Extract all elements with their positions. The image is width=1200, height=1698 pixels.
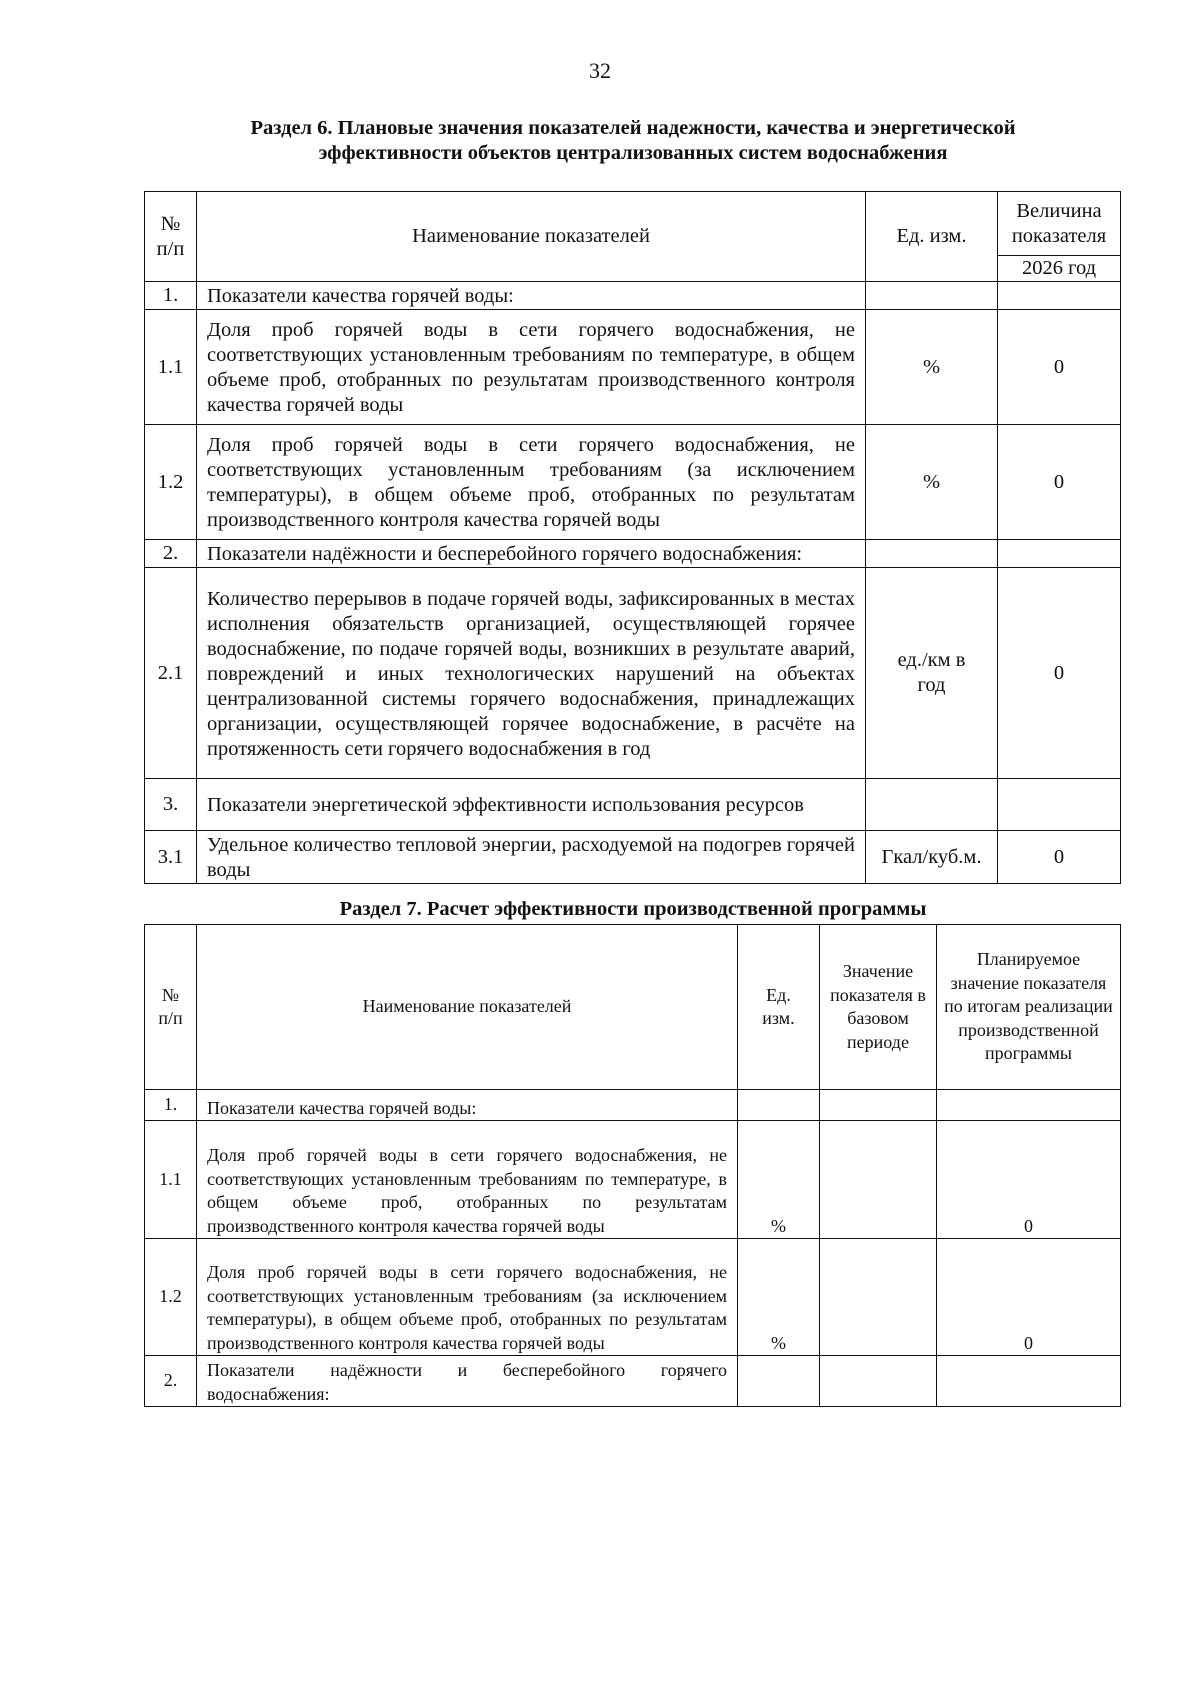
row-unit <box>866 779 998 831</box>
row-unit: ед./км в год <box>866 568 998 779</box>
row-base <box>820 1121 937 1239</box>
header-num: № п/п <box>145 925 197 1090</box>
row-value: 0 <box>998 425 1121 540</box>
header-unit: Ед. изм. <box>738 925 820 1090</box>
table-row <box>145 282 1121 310</box>
table-row <box>145 1239 1121 1356</box>
section6-title-line2: эффективности объектов централизованных систем водоснабжения <box>318 142 948 164</box>
header-unit: Ед. изм. <box>866 192 998 282</box>
row-unit: Гкал/куб.м. <box>866 831 998 884</box>
header-value: Величина показателя <box>998 192 1121 256</box>
row-planned: 0 <box>937 1239 1121 1356</box>
row-value: 0 <box>998 831 1121 884</box>
table-row <box>145 1121 1121 1239</box>
table-row <box>145 310 1121 425</box>
row-unit <box>738 1356 820 1407</box>
row-name: Доля проб горячей воды в сети горячего водоснабжения, не соответствующих установленным требованиям (за исключением температуры), в общем объеме проб, отобранных по результатам производственного контроля качества горячей воды <box>197 425 866 540</box>
section7-header-row <box>145 925 1121 1090</box>
row-name: Доля проб горячей воды в сети горячего водоснабжения, не соответствующих установленным требованиям (за исключением температуры), в общем объеме проб, отобранных по результатам производственного контроля качества горячей воды <box>197 1239 738 1356</box>
row-name: Количество перерывов в подаче горячей воды, зафиксированных в местах исполнения обязательств организацией, осуществляющей горячее водоснабжение, по подаче горячей воды, возникших в результате аварий, повреждений и иных технологических нарушений на объектах централизованной системы горячего водоснабжения, принадлежащих организации, осуществляющей горячее водоснабжение, в расчёте на протяженность сети горячего водоснабжения в год <box>197 568 866 779</box>
row-value <box>998 282 1121 310</box>
table-row <box>145 831 1121 884</box>
row-value: 0 <box>998 310 1121 425</box>
row-unit <box>866 540 998 568</box>
table-row <box>145 1090 1121 1121</box>
row-num: 3. <box>145 779 197 831</box>
row-base <box>820 1090 937 1121</box>
header-base: Значение показателя в базовом периоде <box>820 925 937 1090</box>
row-unit <box>738 1090 820 1121</box>
row-unit: % <box>738 1239 820 1356</box>
row-name: Доля проб горячей воды в сети горячего водоснабжения, не соответствующих установленным требованиям по температуре, в общем объеме проб, отобранных по результатам производственного контроля качества горячей воды <box>197 1121 738 1239</box>
row-value <box>998 540 1121 568</box>
row-num: 2. <box>145 540 197 568</box>
row-num: 3.1 <box>145 831 197 884</box>
row-unit <box>866 282 998 310</box>
row-name: Показатели надёжности и бесперебойного горячего водоснабжения: <box>197 540 866 568</box>
row-name: Показатели качества горячей воды: <box>197 1090 738 1121</box>
row-unit: % <box>738 1121 820 1239</box>
row-name: Показатели надёжности и бесперебойного горячего водоснабжения: <box>197 1356 738 1407</box>
section7-title: Раздел 7. Расчет эффективности производственной программы <box>339 898 927 920</box>
header-name: Наименование показателей <box>197 925 738 1090</box>
header-year: 2026 год <box>998 256 1121 282</box>
row-value: 0 <box>998 568 1121 779</box>
row-num: 1. <box>145 1090 197 1121</box>
row-planned <box>937 1090 1121 1121</box>
row-name: Показатели качества горячей воды: <box>197 282 866 310</box>
section6-title <box>144 116 1122 166</box>
row-planned <box>937 1356 1121 1407</box>
section6-header-row <box>145 192 1121 256</box>
row-name: Удельное количество тепловой энергии, расходуемой на подогрев горячей воды <box>197 831 866 884</box>
row-name: Доля проб горячей воды в сети горячего водоснабжения, не соответствующих установленным требованиям по температуре, в общем объеме проб, отобранных по результатам производственного контроля качества горячей воды <box>197 310 866 425</box>
section7-table <box>144 924 1121 1407</box>
table-row <box>145 425 1121 540</box>
table-row <box>145 568 1121 779</box>
row-num: 1.1 <box>145 1121 197 1239</box>
row-planned: 0 <box>937 1121 1121 1239</box>
section6-title-line1: Раздел 6. Плановые значения показателей надежности, качества и энергетической <box>250 117 1016 139</box>
row-name: Показатели энергетической эффективности использования ресурсов <box>197 779 866 831</box>
row-num: 2. <box>145 1356 197 1407</box>
page-number: 32 <box>589 58 611 83</box>
header-planned: Планируемое значение показателя по итогам реализации производственной программы <box>937 925 1121 1090</box>
table-row <box>145 779 1121 831</box>
table-row <box>145 1356 1121 1407</box>
row-base <box>820 1356 937 1407</box>
section6-table <box>144 191 1121 884</box>
row-unit: % <box>866 310 998 425</box>
row-num: 1. <box>145 282 197 310</box>
row-base <box>820 1239 937 1356</box>
row-unit: % <box>866 425 998 540</box>
header-num: № п/п <box>145 192 197 282</box>
header-name: Наименование показателей <box>197 192 866 282</box>
row-num: 1.1 <box>145 310 197 425</box>
row-num: 2.1 <box>145 568 197 779</box>
row-num: 1.2 <box>145 1239 197 1356</box>
row-num: 1.2 <box>145 425 197 540</box>
table-row <box>145 540 1121 568</box>
row-value <box>998 779 1121 831</box>
